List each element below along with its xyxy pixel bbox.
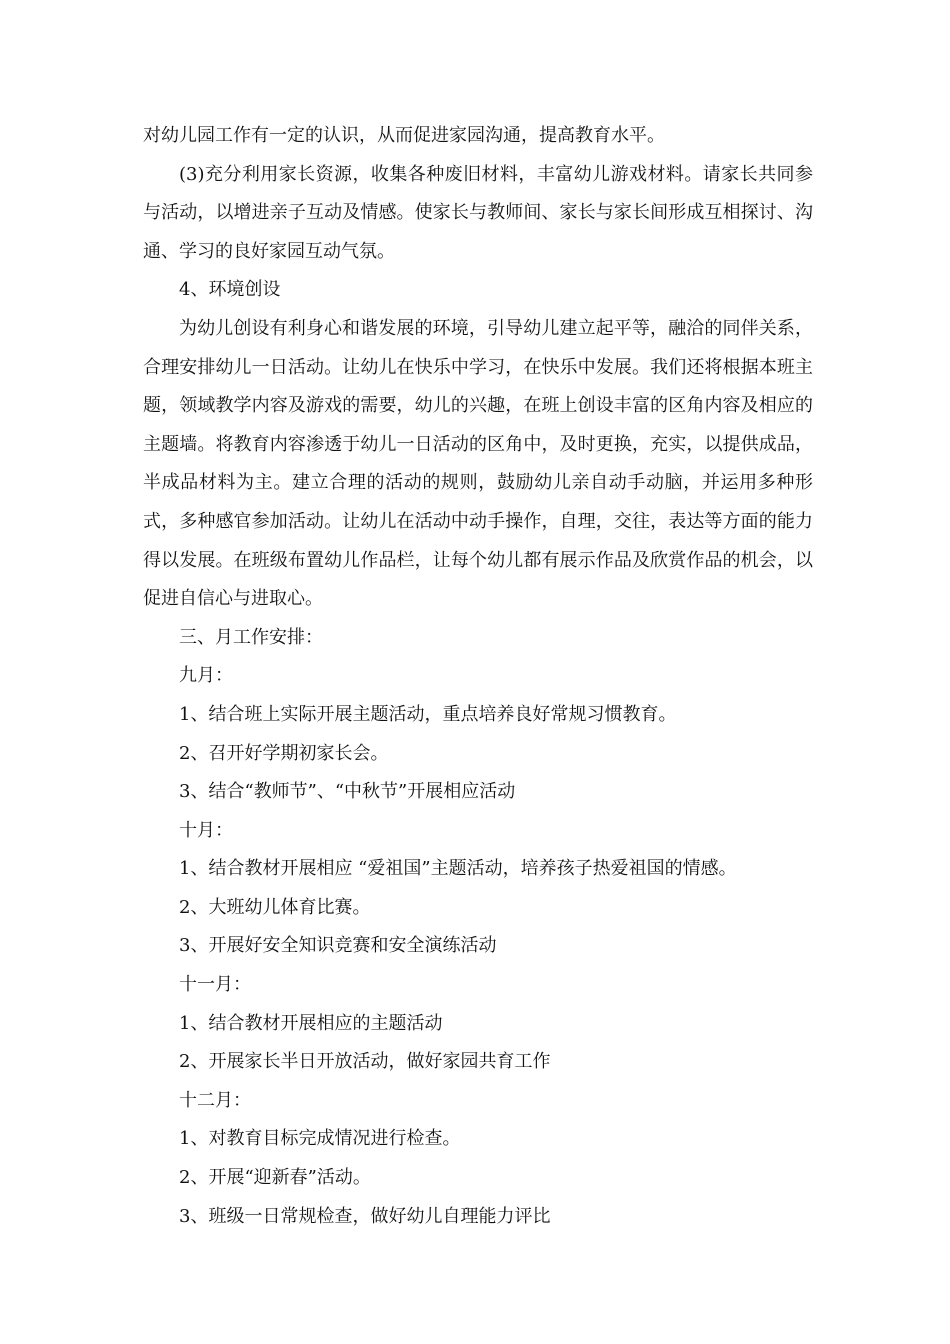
month-heading-september: 九月： <box>179 665 233 687</box>
list-item: 3、结合“教师节”、“中秋节”开展相应活动 <box>179 781 516 803</box>
month-heading-october: 十月： <box>179 819 233 841</box>
month-heading-december: 十二月： <box>179 1089 251 1111</box>
list-item: 3、开展好安全知识竞赛和安全演练活动 <box>179 935 497 957</box>
list-item: 1、结合班上实际开展主题活动，重点培养良好常规习惯教育。 <box>179 703 677 725</box>
list-item: 2、大班幼儿体育比赛。 <box>179 896 371 918</box>
paragraph-continuation: 对幼儿园工作有一定的认识，从而促进家园沟通，提高教育水平。 <box>143 125 665 146</box>
document-body <box>143 117 813 1236</box>
section-heading-monthly-plan: 三、月工作安排： <box>179 626 323 648</box>
section-heading-environment: 4、环境创设 <box>179 279 281 301</box>
list-item: 1、对教育目标完成情况进行检查。 <box>179 1128 461 1150</box>
list-item: 3、班级一日常规检查，做好幼儿自理能力评比 <box>179 1205 551 1227</box>
list-item: 2、开展家长半日开放活动，做好家园共育工作 <box>179 1051 551 1073</box>
list-item: 1、结合教材开展相应的主题活动 <box>179 1012 443 1034</box>
list-item: 2、开展“迎新春”活动。 <box>179 1167 371 1189</box>
month-heading-november: 十一月： <box>179 974 251 996</box>
list-item: 2、召开好学期初家长会。 <box>179 742 389 764</box>
paragraph-environment: 为幼儿创设有利身心和谐发展的环境，引导幼儿建立起平等，融洽的同伴关系，合理安排幼儿一日活动。让幼儿在快乐中学习，在快乐中发展。我们还将根据本班主题，领域教学内容及游戏的需要，幼儿的兴趣，在班上创设丰富的区角内容及相应的主题墙。将教育内容渗透于幼儿一日活动的区角中，及时更换，充实，以提供成品，半成品材料为主。建立合理的活动的规则，鼓励幼儿亲自动手动脑，并运用多种形式，多种感官参加活动。让幼儿在活动中动手操作，自理，交往，表达等方面的能力得以发展。在班级布置幼儿作品栏，让每个幼儿都有展示作品及欣赏作品的机会，以促进自信心与进取心。 <box>143 317 813 610</box>
list-item: 1、结合教材开展相应 “爱祖国”主题活动，培养孩子热爱祖国的情感。 <box>179 858 737 880</box>
paragraph-parent-resources: (3)充分利用家长资源，收集各种废旧材料，丰富幼儿游戏材料。请家长共同参与活动，以增进亲子互动及情感。使家长与教师间、家长与家长间形成互相探讨、沟通、学习的良好家园互动气氛。 <box>143 163 813 262</box>
